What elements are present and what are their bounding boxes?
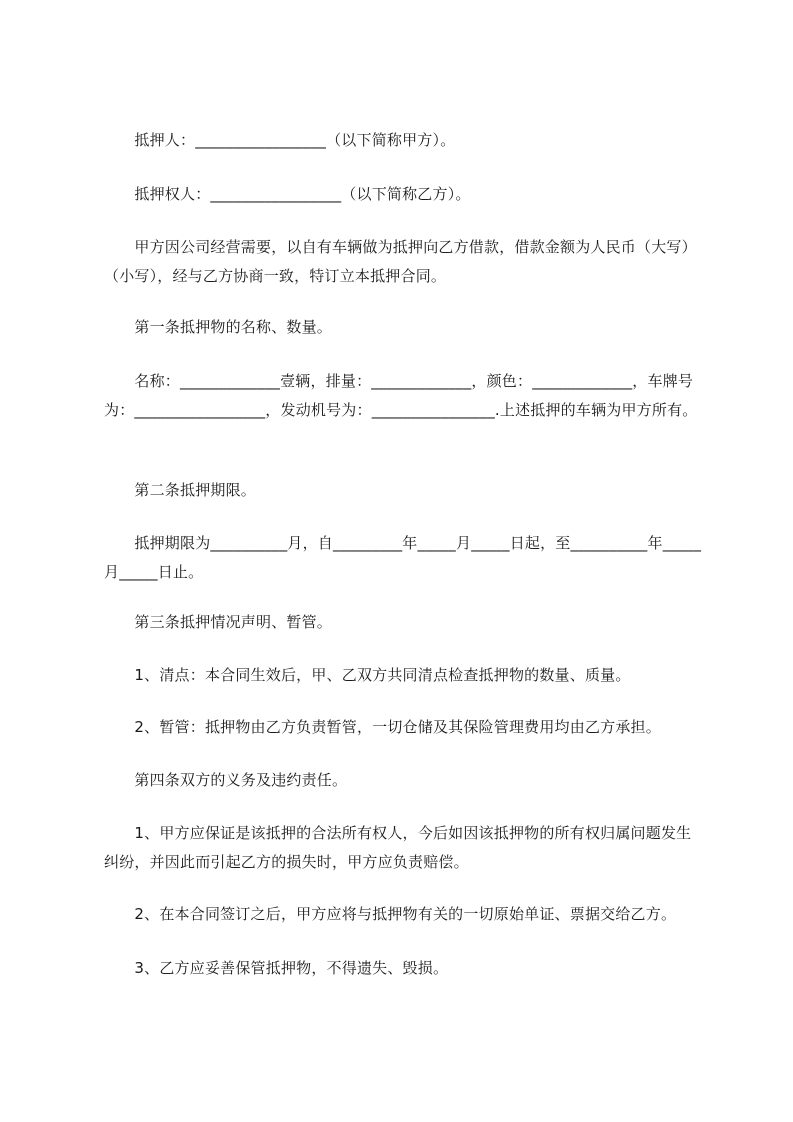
article-4-item-1: 1、甲方应保证是该抵押的合法所有权人，今后如因该抵押物的所有权归属问题发生纠纷，并因此而引起乙方的损失时，甲方应负责赔偿。 — [104, 824, 692, 871]
article-3-heading: 第三条抵押情况声明、暂管。 — [104, 613, 333, 631]
article-1-body: 名称：_____________壹辆，排量：_____________，颜色：_____________，车牌号为：_________________，发动机号为：________________.上述抵押的车辆为甲方所有。 — [104, 372, 698, 419]
article-2-heading: 第二条抵押期限。 — [104, 481, 257, 499]
preamble-paragraph: 甲方因公司经营需要，以自有车辆做为抵押向乙方借款，借款金额为人民币（大写）（小写），经与乙方协商一致，特订立本抵押合同。 — [104, 238, 697, 285]
article-2-body: 抵押期限为__________月，自_________年_____月_____日起，至__________年_____月_____日止。 — [104, 534, 702, 581]
article-4-item-2: 2、在本合同签订之后，甲方应将与抵押物有关的一切原始单证、票据交给乙方。 — [104, 905, 677, 923]
article-3-item-1: 1、清点：本合同生效后，甲、乙双方共同清点检查抵押物的数量、质量。 — [104, 666, 631, 684]
article-4-heading: 第四条双方的义务及违约责任。 — [104, 771, 348, 789]
article-3-item-2: 2、暂管：抵押物由乙方负责暂管，一切仓储及其保险管理费用均由乙方承担。 — [104, 718, 661, 736]
article-1-heading: 第一条抵押物的名称、数量。 — [104, 318, 333, 336]
mortgagor-line: 抵押人：_________________（以下简称甲方）。 — [104, 131, 456, 149]
mortgagee-line: 抵押权人：_________________（以下简称乙方）。 — [104, 185, 471, 203]
article-4-item-3: 3、乙方应妥善保管抵押物，不得遗失、毁损。 — [104, 959, 449, 977]
